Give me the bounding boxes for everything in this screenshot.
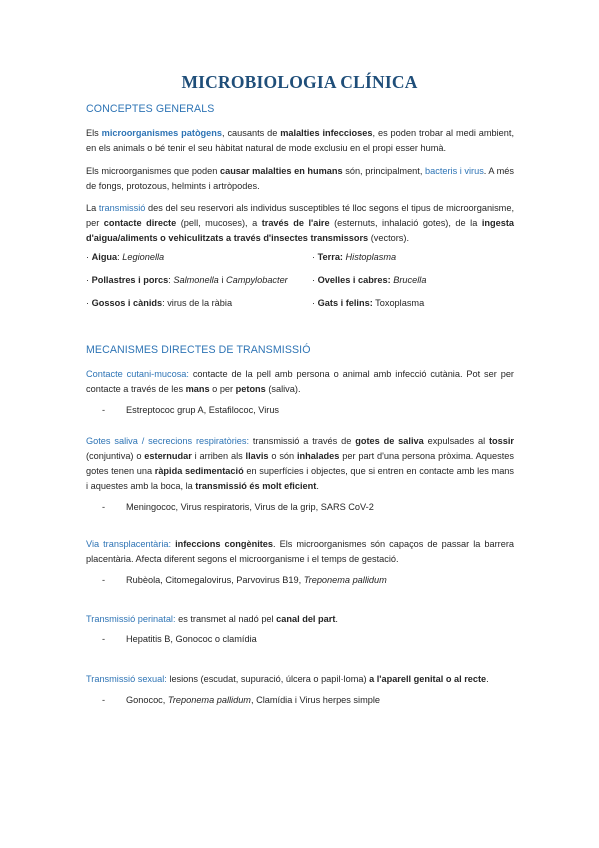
text-run: Transmissió perinatal: (86, 614, 176, 624)
text-run: Hepatitis B, Gonococ o clamídia (126, 634, 257, 644)
text-run: Pollastres i porcs (91, 275, 169, 285)
text-run: Rubèola, Citomegalovirus, Parvovirus B19, (126, 575, 304, 585)
paragraph-human-diseases (86, 164, 514, 194)
text-run: Gonococ, (126, 695, 168, 705)
dash-marker: - (102, 405, 106, 415)
text-run: . (335, 614, 338, 624)
text-run: : (168, 275, 174, 285)
text-run: · (86, 275, 92, 285)
dash-marker: - (102, 575, 106, 585)
text-run: petons (235, 384, 266, 394)
text-run: tossir (488, 436, 515, 446)
text-run: Gossos i cànids (91, 298, 163, 308)
text-run: : virus de la ràbia (162, 298, 233, 308)
text-run: Brucella (393, 275, 427, 285)
text-run: , Clamídia i Virus herpes simple (250, 695, 380, 705)
text-run: · (86, 298, 92, 308)
reservoir-item-water (86, 252, 164, 262)
text-run: canal del part (276, 614, 336, 624)
dash-marker: - (102, 502, 106, 512)
text-run: Histoplasma (345, 252, 397, 262)
text-run: (pell, mucoses), a (176, 218, 262, 228)
text-run: Els (86, 128, 102, 138)
text-run: (esternuts, inhalació gotes), de la (329, 218, 482, 228)
text-run: ingesta d'aigua/aliments o vehiculitzats a través d'insectes transmissors (86, 218, 514, 243)
example-text (126, 405, 279, 415)
text-run: , causants de (222, 128, 281, 138)
paragraph-droplets (86, 434, 514, 494)
paragraph-skin-contact (86, 367, 514, 397)
text-run: transmissió és molt eficient (195, 481, 317, 491)
text-run: : (117, 252, 123, 262)
text-run: llavis (245, 451, 269, 461)
example-sexual (102, 695, 380, 705)
text-run: Els microorganismes que poden (86, 166, 220, 176)
text-run: través de l'aire (261, 218, 330, 228)
text-run: causar malalties en humans (219, 166, 343, 176)
text-run: transmissió (98, 203, 146, 213)
text-run: Legionella (122, 252, 165, 262)
text-run: La (86, 203, 99, 213)
text-run: bacteris i virus (425, 166, 484, 176)
text-run: des del seu reservori als individus susceptibles té lloc segons el tipus de microorganisme, per (86, 203, 515, 228)
paragraph-transplacental (86, 537, 514, 567)
text-run: transmissió a través de (249, 436, 356, 446)
text-run: . Els microorganismes són capaços de passar la barrera placentària. Afecta diferent segons el microorganisme i el temps de gestació. (86, 539, 514, 564)
text-run: infeccions congènites (175, 539, 274, 549)
text-run: Salmonella (173, 275, 219, 285)
text-run: o per (209, 384, 236, 394)
text-run: (conjuntiva) o (86, 451, 145, 461)
text-run: microorganismes patògens (101, 128, 222, 138)
text-run: Transmissió sexual: (86, 674, 167, 684)
text-run: Treponema pallidum (303, 575, 387, 585)
text-run: Campylobacter (225, 275, 288, 285)
text-run: Via transplacentària: (86, 539, 172, 549)
page-title: MICROBIOLOGIA CLÍNICA (181, 72, 418, 92)
text-run: Terra: (317, 252, 343, 262)
text-run: Meningococ, Virus respiratoris, Virus de la grip, SARS CoV-2 (126, 502, 374, 512)
text-run: expulsades al (423, 436, 489, 446)
text-run: són, principalment, (342, 166, 425, 176)
reservoir-item-cats (312, 298, 424, 308)
text-run: Ovelles i cabres: (317, 275, 391, 285)
text-run: mans (185, 384, 210, 394)
text-run: i (218, 275, 226, 285)
section-heading-general-concepts: CONCEPTES GENERALS (86, 103, 215, 115)
text-run: (vectors). (368, 233, 409, 243)
text-run: inhalades (297, 451, 340, 461)
dash-marker: - (102, 634, 106, 644)
text-run: · (312, 298, 318, 308)
text-run: , es poden trobar al medi ambient, en els animals o bé tenir el seu hàbitat natural de mode exclusiu en el propi esser humà. (86, 128, 514, 153)
example-transplacental (102, 575, 387, 585)
text-run: · (312, 252, 318, 262)
text-run: es transmet al nadó pel (175, 614, 277, 624)
section-heading-direct-mechanisms: MECANISMES DIRECTES DE TRANSMISSIÓ (86, 344, 311, 356)
example-skin-contact (102, 405, 279, 415)
text-run: Contacte cutani-mucosa: (86, 369, 189, 379)
example-text (126, 634, 257, 644)
example-text (126, 695, 380, 705)
text-run: Gats i felins: (317, 298, 373, 308)
text-run: . (486, 674, 489, 684)
text-run: gotes de saliva (355, 436, 424, 446)
text-run: . A més de fongs, protozous, helmints i artròpodes. (86, 166, 515, 191)
text-run: Estreptococ grup A, Estafilococ, Virus (126, 405, 280, 415)
text-run: esternudar (144, 451, 192, 461)
text-run: ràpida sedimentació (154, 466, 244, 476)
dash-marker: - (102, 695, 106, 705)
reservoir-item-poultry-pigs (86, 275, 288, 285)
text-run: (saliva). (265, 384, 301, 394)
text-run: · (86, 252, 92, 262)
text-run: lesions (escudat, supuració, úlcera o papil·loma) (166, 674, 370, 684)
text-run: Gotes saliva / secrecions respiratòries: (86, 436, 250, 446)
text-run: contacte directe (103, 218, 177, 228)
reservoir-item-sheep-goats (312, 275, 426, 285)
text-run: i arriben als (191, 451, 246, 461)
text-run: . (316, 481, 319, 491)
text-run: Treponema pallidum (167, 695, 251, 705)
example-perinatal (102, 634, 257, 644)
text-run: Aigua (91, 252, 118, 262)
paragraph-perinatal (86, 612, 514, 627)
reservoir-item-dogs (86, 298, 232, 308)
text-run: malalties infeccioses (280, 128, 373, 138)
text-run: contacte de la pell amb persona o animal amb infecció cutània. Pot ser per contacte a través de les (86, 369, 514, 394)
paragraph-pathogens (86, 126, 514, 156)
paragraph-transmission (86, 201, 514, 246)
paragraph-sexual (86, 672, 514, 687)
example-text (126, 575, 387, 585)
example-text (126, 502, 374, 512)
text-run: Toxoplasma (372, 298, 425, 308)
reservoir-item-soil (312, 252, 396, 262)
text-run: a l'aparell genital o al recte (369, 674, 487, 684)
text-run: · (312, 275, 318, 285)
text-run: per part d'una persona pròxima. Aquestes gotes tenen una (86, 451, 514, 476)
text-run: o són (268, 451, 297, 461)
example-droplets (102, 502, 374, 512)
text-run: en superfícies i objectes, que si entren en contacte amb les mans i aquestes amb la boca, la (86, 466, 515, 491)
